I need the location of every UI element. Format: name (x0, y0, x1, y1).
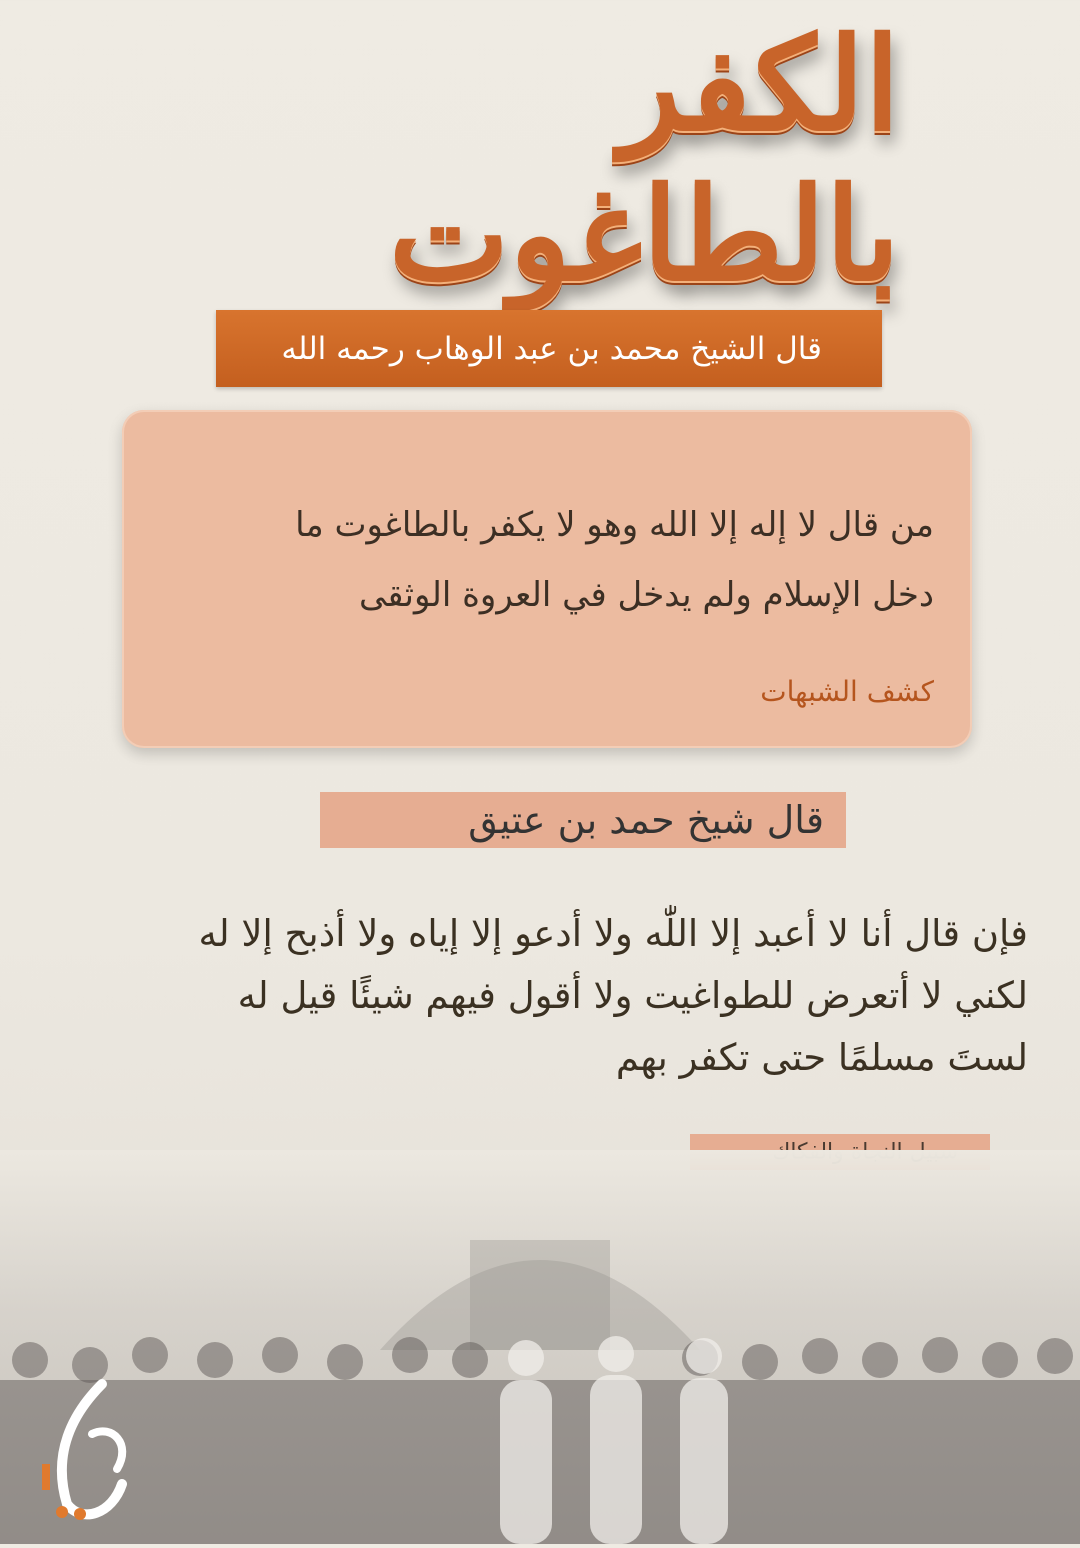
speaker-label-1: قال الشيخ محمد بن عبد الوهاب رحمه الله (281, 330, 822, 367)
speaker-label-2: قال شيخ حمد بن عتيق (468, 798, 824, 842)
main-line-2: لكني لا أتعرض للطواغيت ولا أقول فيهم شيئًا قيل له (237, 974, 1028, 1017)
main-line-3: لستَ مسلمًا حتى تكفر بهم (615, 1036, 1028, 1079)
main-line-1: فإن قال أنا لا أعبد إلا اللّٰه ولا أدعو إلا إياه ولا أذبح إلا له (198, 912, 1028, 955)
main-quote (68, 903, 1028, 1089)
quote-card (122, 410, 972, 748)
quote-line-1: من قال لا إله إلا الله وهو لا يكفر بالطاغوت ما (295, 505, 934, 545)
speaker-banner-1 (216, 310, 882, 387)
quote-line-2: دخل الإسلام ولم يدخل في العروة الوثقى (358, 575, 934, 615)
calligraphy-logo (32, 1374, 152, 1524)
crowd-silhouette-image (0, 1150, 1080, 1544)
background-photo (0, 1150, 1080, 1544)
quote-text (154, 490, 934, 630)
quote-source: كشف الشبهات (760, 675, 934, 708)
page-title: الكفر بالطاغوت (388, 10, 900, 310)
speaker-banner-2 (320, 792, 846, 848)
